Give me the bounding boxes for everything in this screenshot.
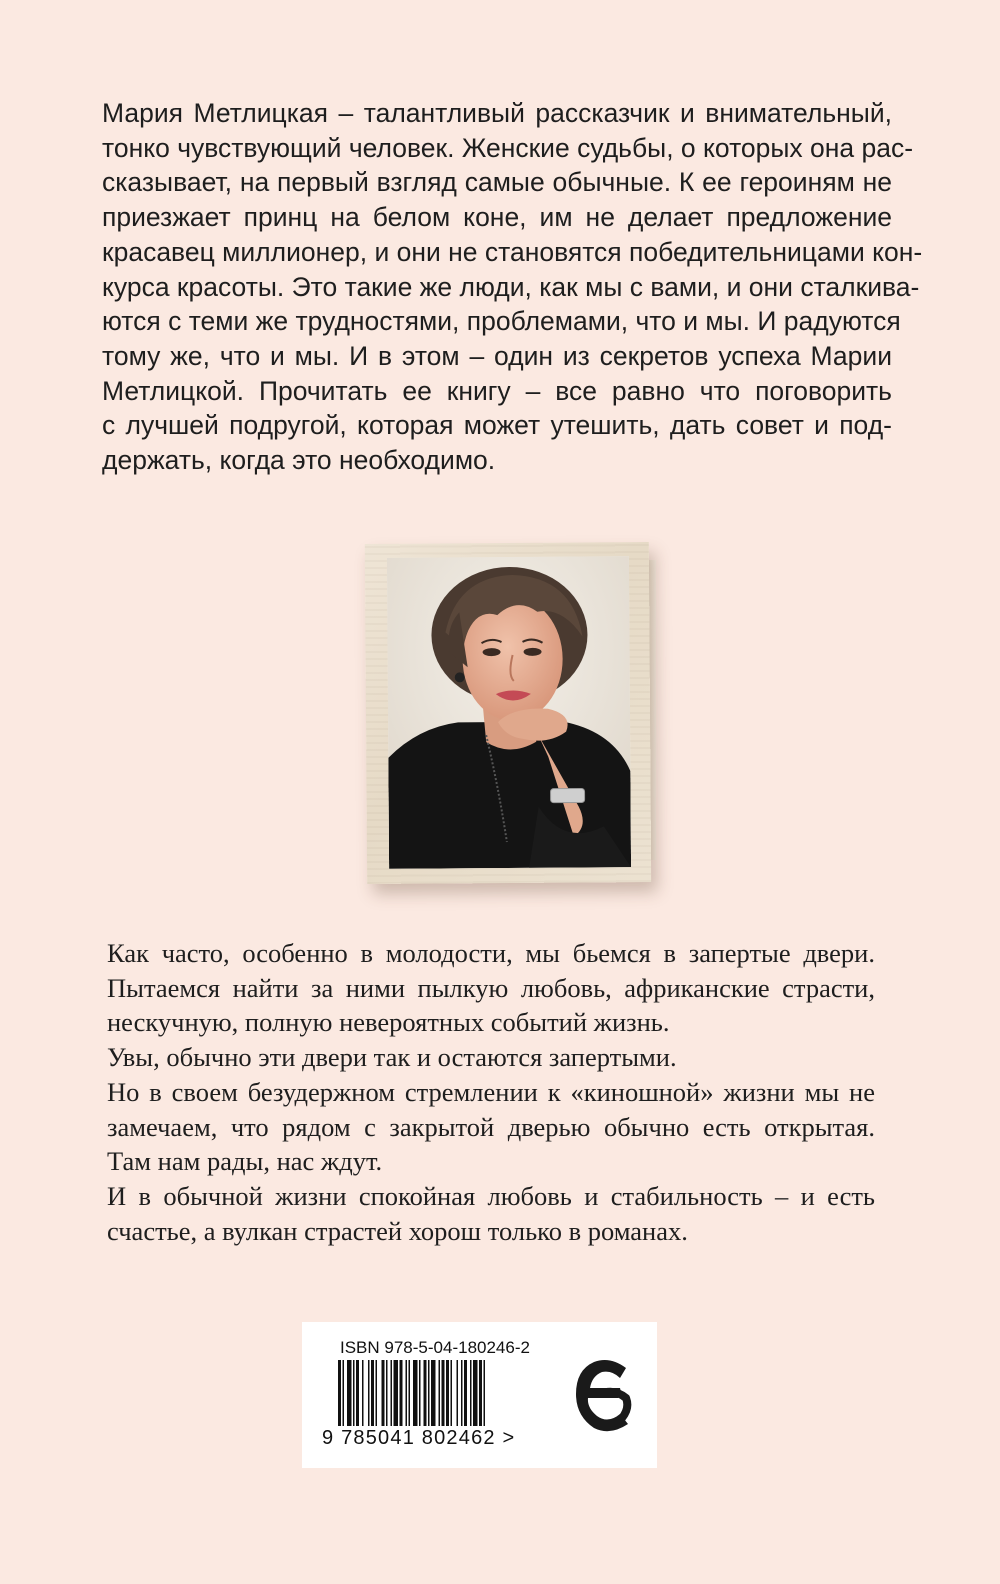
author-portrait-illustration [387, 556, 631, 869]
synopsis-line: нескучную, полную невероятных событий жизнь. [107, 1007, 670, 1038]
author-blurb [102, 96, 923, 478]
blurb-line: красавец миллионер, и они не становятся победительницами кон- [102, 236, 923, 267]
author-photo-frame [365, 542, 651, 884]
blurb-line: приезжает принц на белом коне, им не делает предложение [102, 202, 892, 233]
synopsis-line: замечаем, что рядом с закрытой дверью обычно есть открытая. [107, 1111, 875, 1142]
blurb-line: курса красоты. Это такие же люди, как мы с вами, и они сталкива- [102, 271, 920, 302]
blurb-line: держать, когда это необходимо. [102, 445, 496, 476]
barcode-digits: 9 785041 802462 > [322, 1427, 516, 1449]
blurb-line: Метлицкой. Прочитать ее книгу – все равно что поговорить [102, 375, 892, 406]
blurb-line: ются с теми же трудностями, проблемами, что и мы. И радуются [102, 306, 901, 337]
book-synopsis [107, 936, 875, 1248]
eksmo-logo-icon [570, 1354, 638, 1438]
synopsis-line: Там нам рады, нас ждут. [107, 1146, 383, 1177]
blurb-line: с лучшей подругой, которая может утешить, дать совет и под- [102, 410, 892, 441]
synopsis-line: Но в своем безудержном стремлении к «киношной» жизни мы не [107, 1076, 875, 1107]
synopsis-line: Пытаемся найти за ними пылкую любовь, африканские страсти, [107, 972, 875, 1003]
synopsis-line: Увы, обычно эти двери так и остаются запертыми. [107, 1042, 677, 1073]
synopsis-line: Как часто, особенно в молодости, мы бьемся в запертые двери. [107, 938, 875, 968]
blurb-line: сказывает, на первый взгляд самые обычные. К ее героиням не [102, 167, 892, 198]
author-portrait [387, 556, 631, 869]
blurb-line: Мария Метлицкая – талантливый рассказчик и внимательный, [102, 98, 892, 128]
synopsis-line: И в обычной жизни спокойная любовь и стабильность – и есть [107, 1180, 875, 1211]
barcode-icon [338, 1360, 538, 1426]
synopsis-line: счастье, а вулкан страстей хорош только в романах. [107, 1215, 688, 1246]
blurb-line: тому же, что и мы. И в этом – один из секретов успеха Марии [102, 340, 892, 371]
blurb-line: тонко чувствующий человек. Женские судьбы, о которых она рас- [102, 132, 914, 163]
isbn-barcode-box [302, 1322, 657, 1468]
isbn-label: ISBN 978-5-04-180246-2 [340, 1338, 530, 1357]
